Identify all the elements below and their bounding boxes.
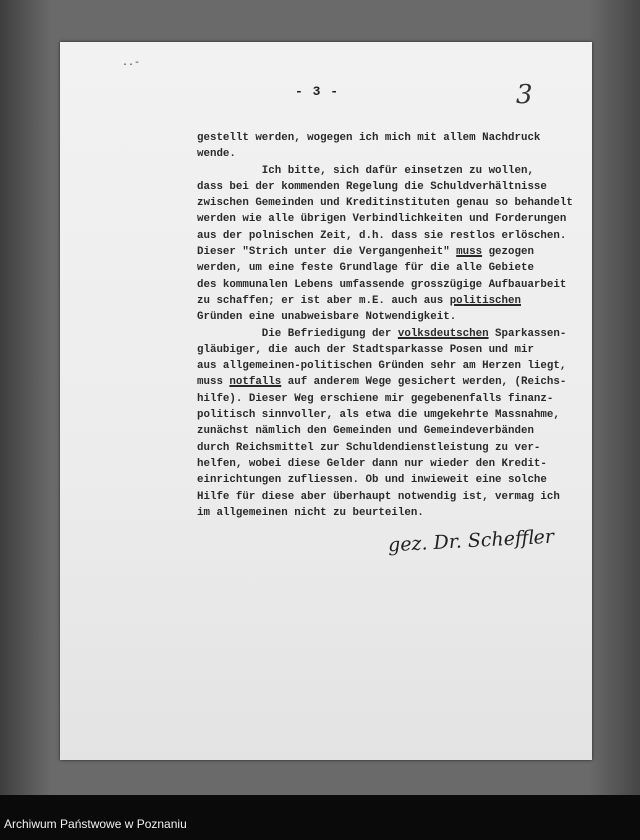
text-segment: durch Reichsmittel zur Schuldendienstleistung zu ver- (197, 441, 541, 454)
underlined-text: volksdeutschen (397, 327, 489, 340)
text-segment: Ich bitte, sich dafür einsetzen zu wollen, (197, 164, 534, 177)
text-segment: Die Befriedigung der (197, 327, 398, 340)
text-line (197, 130, 573, 146)
corner-marks: ..- (122, 58, 141, 69)
text-segment: Gründen eine unabweisbare Notwendigkeit. (197, 311, 457, 324)
text-segment: gläubiger, die auch der Stadtsparkasse Posen und mir (197, 343, 534, 356)
text-line (197, 179, 573, 195)
text-segment: gestellt werden, wogegen ich mich mit allem Nachdruck (197, 132, 541, 144)
text-line (197, 423, 573, 439)
text-line (197, 472, 573, 488)
text-segment: Sparkassen- (488, 327, 567, 340)
text-line (197, 163, 573, 179)
text-segment: politisch sinnvoller, als etwa die umgekehrte Massnahme, (197, 409, 560, 422)
text-line (197, 489, 573, 505)
text-segment: wende. (197, 148, 236, 161)
underlined-text: politischen (449, 294, 521, 307)
text-segment: dass bei der kommenden Regelung die Schuldverhältnisse (197, 180, 547, 193)
text-line (197, 391, 573, 407)
text-segment: aus der polnischen Zeit, d.h. dass sie restlos erlöschen. (197, 229, 567, 242)
text-line (197, 277, 573, 293)
text-segment: gezogen (482, 246, 534, 259)
text-segment: helfen, wobei diese Gelder dann nur wieder den Kredit- (197, 457, 547, 470)
text-line (197, 326, 573, 342)
text-segment: aus allgemeinen-politischen Gründen sehr am Herzen liegt, (197, 360, 567, 373)
text-line (197, 407, 573, 423)
text-line (197, 260, 573, 276)
text-segment: im allgemeinen nicht zu beurteilen. (197, 506, 424, 519)
text-line (197, 456, 573, 472)
text-line (197, 505, 573, 521)
text-line (197, 146, 573, 162)
text-segment: zu schaffen; er ist aber m.E. auch aus (197, 294, 450, 307)
text-segment: Dieser "Strich unter die Vergangenheit" (197, 246, 457, 259)
text-segment: hilfe). Dieser Weg erschiene mir gegebenenfalls finanz- (197, 392, 554, 405)
page-number: - 3 - (295, 84, 340, 99)
document-body (197, 130, 573, 521)
text-segment: werden, um eine feste Grundlage für die alle Gebiete (197, 262, 534, 275)
signature: gez. Dr. Scheffler (387, 525, 555, 557)
text-segment: muss (197, 376, 230, 389)
archive-footer (0, 795, 640, 840)
text-line (197, 244, 573, 260)
text-line (197, 228, 573, 244)
text-line (197, 342, 573, 358)
text-line (197, 195, 573, 211)
text-line (197, 211, 573, 227)
text-segment: werden wie alle übrigen Verbindlichkeiten und Forderungen (197, 213, 567, 226)
text-line (197, 309, 573, 325)
text-line (197, 440, 573, 456)
text-segment: zunächst nämlich den Gemeinden und Gemeindeverbänden (197, 425, 534, 438)
text-segment: zwischen Gemeinden und Kreditinstituten genau so behandelt (197, 197, 573, 210)
text-line (197, 374, 573, 390)
archive-name: Archiwum Państwowe w Poznaniu (4, 817, 187, 831)
text-segment: Hilfe für diese aber überhaupt notwendig ist, vermag ich (197, 490, 560, 503)
handwritten-page-number: 3 (516, 80, 533, 110)
text-segment: auf anderem Wege gesichert werden, (Reichs- (281, 376, 567, 389)
text-segment: des kommunalen Lebens umfassende grosszügige Aufbauarbeit (197, 278, 567, 291)
text-line (197, 358, 573, 374)
underlined-text: notfalls (229, 376, 282, 389)
underlined-text: muss (456, 246, 483, 259)
text-line (197, 293, 573, 309)
text-segment: einrichtungen zufliessen. Ob und inwieweit eine solche (197, 474, 547, 487)
